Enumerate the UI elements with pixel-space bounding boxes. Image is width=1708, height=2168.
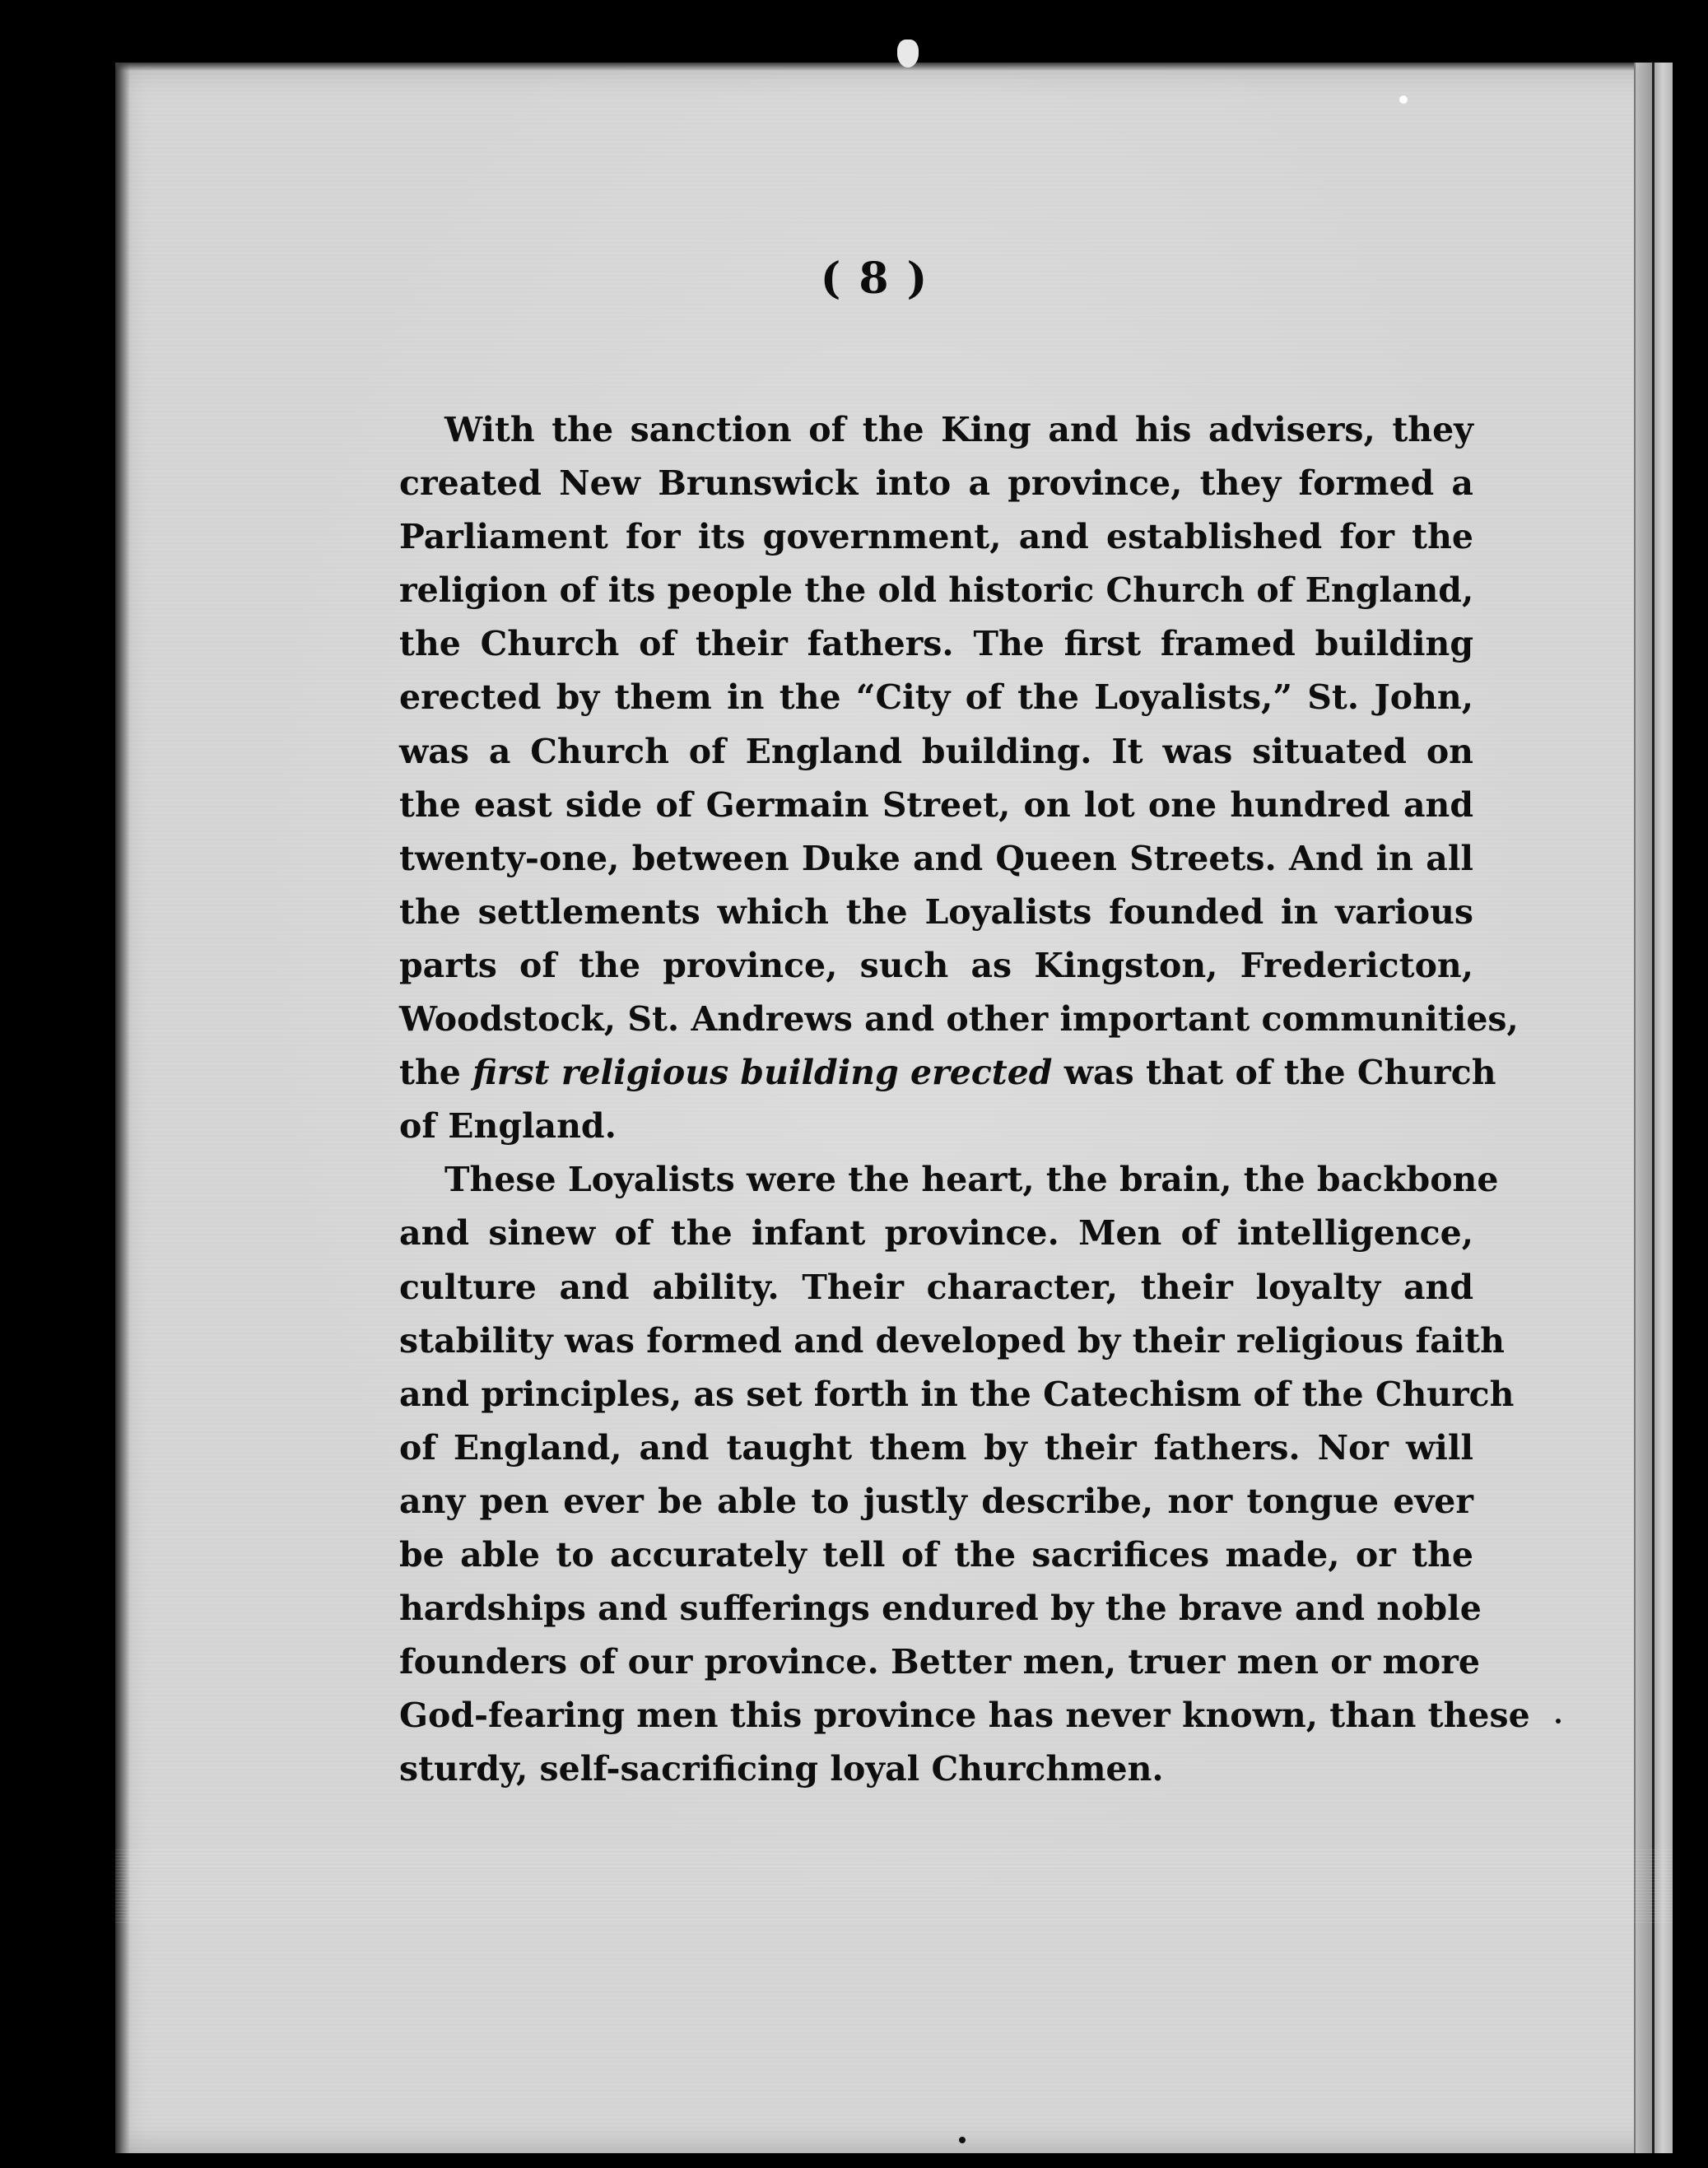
text-line: any pen ever be able to justly describe, nor tongue ever: [399, 1481, 1473, 1521]
dust-speck: [1399, 95, 1408, 104]
paragraph-2: [399, 1153, 1530, 1796]
text-line: and sinew of the infant province. Men of intelligence,: [399, 1213, 1473, 1254]
text-line: the Church of their fathers. The first framed building: [399, 624, 1473, 664]
text-line: of England, and taught them by their fathers. Nor will: [399, 1427, 1473, 1468]
text-line: founders of our province. Better men, truer men or more: [399, 1642, 1480, 1682]
text-line: created New Brunswick into a province, they formed a: [399, 463, 1473, 504]
text-line: Woodstock, St. Andrews and other important communities,: [399, 999, 1519, 1040]
document-page: [115, 63, 1673, 2153]
text-line: stability was formed and developed by their religious faith: [399, 1320, 1505, 1361]
text-line: and principles, as set forth in the Catechism of the Church: [399, 1374, 1515, 1414]
text-line: sturdy, self-sacrificing loyal Churchmen.: [399, 1749, 1164, 1789]
body-text: [399, 403, 1530, 1796]
text-line: be able to accurately tell of the sacrifices made, or the: [399, 1534, 1473, 1575]
text-line: erected by them in the “City of the Loyalists,” St. John,: [399, 677, 1473, 718]
text-line: With the sanction of the King and his advisers, they: [444, 410, 1473, 449]
page-left-edge: [115, 63, 130, 2153]
text-fragment: was that of the Church: [1063, 1053, 1496, 1093]
dust-speck: [897, 40, 919, 67]
text-line: parts of the province, such as Kingston, Fredericton,: [399, 945, 1473, 985]
text-line-mixed: [399, 1046, 1496, 1100]
dust-speck: [1556, 1719, 1561, 1724]
text-line: twenty-one, between Duke and Queen Streets. And in all: [399, 838, 1473, 878]
facing-page-strip: [1634, 63, 1673, 2153]
text-line: God-fearing men this province has never known, than these: [399, 1696, 1530, 1736]
text-line: of England.: [399, 1106, 617, 1147]
dust-speck: [959, 2137, 966, 2143]
page-fold-line: [1652, 63, 1654, 2153]
text-line: Parliament for its government, and established for the: [399, 517, 1473, 557]
text-line: the east side of Germain Street, on lot one hundred and: [399, 784, 1473, 825]
text-line: hardships and sufferings endured by the brave and noble: [399, 1589, 1482, 1629]
text-line: religion of its people the old historic Church of England,: [399, 570, 1474, 611]
text-fragment: the: [399, 1053, 461, 1093]
page-number: ( 8 ): [820, 254, 929, 304]
italic-emphasis: first religious building erected: [472, 1053, 1053, 1093]
scan-artifact-band: [115, 1849, 1673, 1923]
text-line: culture and ability. Their character, their loyalty and: [399, 1267, 1473, 1307]
text-line: the settlements which the Loyalists founded in various: [399, 891, 1473, 932]
paragraph-1: [399, 403, 1519, 1153]
text-line: These Loyalists were the heart, the brain, the backbone: [444, 1160, 1499, 1200]
page-top-edge: [115, 63, 1673, 71]
text-line: was a Church of England building. It was situated on: [399, 731, 1473, 771]
